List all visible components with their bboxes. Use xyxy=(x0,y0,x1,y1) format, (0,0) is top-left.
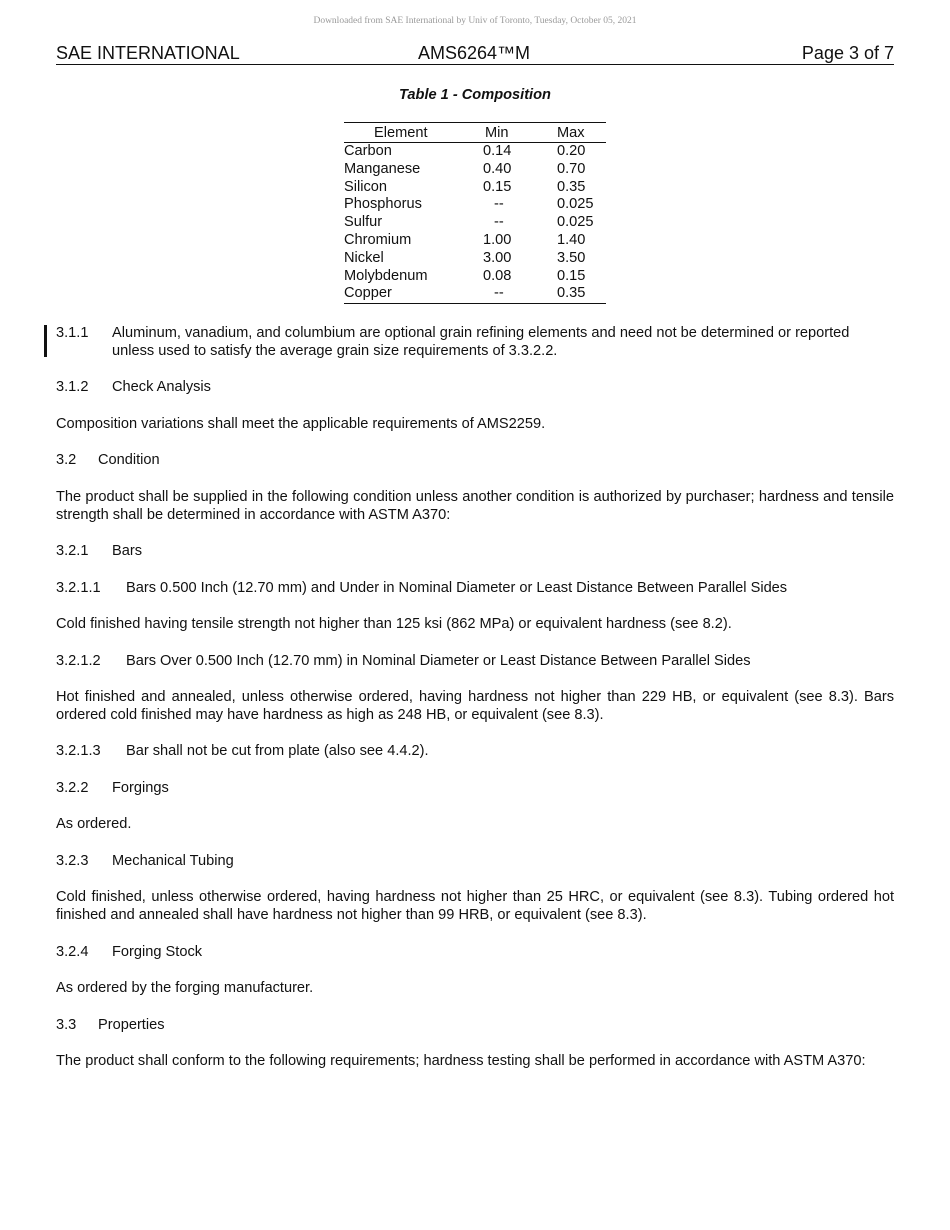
revision-change-bar xyxy=(44,325,47,357)
section-title: Bar shall not be cut from plate (also see 4.4.2). xyxy=(126,743,429,759)
table-row xyxy=(344,143,606,161)
section-text: Aluminum, vanadium, and columbium are optional grain refining elements and need not be determined or reported unless used to satisfy the average grain size requirements of 3.3.2.2. xyxy=(112,325,850,359)
table-row xyxy=(344,196,606,214)
section-title: Bars Over 0.500 Inch (12.70 mm) in Nominal Diameter or Least Distance Between Parallel Sides xyxy=(126,653,751,669)
section-number: 3.2.1.2 xyxy=(56,653,101,669)
paragraph-3-1-2: Composition variations shall meet the applicable requirements of AMS2259. xyxy=(56,416,546,432)
section-title: Mechanical Tubing xyxy=(112,853,234,869)
section-title: Bars 0.500 Inch (12.70 mm) and Under in Nominal Diameter or Least Distance Between Parallel Sides xyxy=(126,580,788,596)
page-header xyxy=(56,43,894,65)
cell-max: 3.50 xyxy=(557,249,586,266)
cell-element: Molybdenum xyxy=(344,267,428,284)
section-title: Forgings xyxy=(112,780,169,796)
paragraph-3-2-4: As ordered by the forging manufacturer. xyxy=(56,980,314,996)
cell-min: 1.00 xyxy=(483,231,512,248)
cell-element: Carbon xyxy=(344,143,392,159)
cell-min: 0.08 xyxy=(483,267,512,284)
paragraph-3-2-2: As ordered. xyxy=(56,816,132,832)
table-row xyxy=(344,285,606,303)
header-org: SAE INTERNATIONAL xyxy=(56,43,240,63)
table-row xyxy=(344,250,606,268)
cell-max: 0.70 xyxy=(557,160,586,177)
section-number: 3.2.1.1 xyxy=(56,580,101,596)
column-header-min: Min xyxy=(485,125,509,141)
paragraph-3-3: The product shall conform to the following requirements; hardness testing shall be performed in accordance with ASTM A370: xyxy=(56,1053,866,1069)
cell-max: 0.35 xyxy=(557,285,586,302)
cell-max: 0.35 xyxy=(557,178,586,195)
section-3-1-1 xyxy=(56,324,894,360)
column-header-element: Element xyxy=(374,125,428,141)
section-number: 3.2 xyxy=(56,452,77,468)
cell-min: 0.14 xyxy=(483,143,512,159)
cell-element: Chromium xyxy=(344,231,412,248)
table-row xyxy=(344,161,606,179)
cell-min: -- xyxy=(494,214,504,231)
cell-element: Sulfur xyxy=(344,214,383,231)
table-header-row xyxy=(344,123,606,143)
paragraph-3-2-1-1: Cold finished having tensile strength not higher than 125 ksi (862 MPa) or equivalent hardness (see 8.2). xyxy=(56,616,732,632)
section-number: 3.2.1 xyxy=(56,543,89,559)
table-row xyxy=(344,179,606,197)
table-caption: Table 1 - Composition xyxy=(399,87,551,103)
header-page-number: Page 3 of 7 xyxy=(801,43,894,63)
table-row xyxy=(344,268,606,286)
download-watermark: Downloaded from SAE International by Univ of Toronto, Tuesday, October 05, 2021 xyxy=(313,16,637,26)
section-number: 3.2.1.3 xyxy=(56,743,101,759)
cell-min: -- xyxy=(494,285,504,302)
section-number: 3.2.2 xyxy=(56,780,89,796)
section-title: Bars xyxy=(112,543,143,559)
cell-max: 0.025 xyxy=(557,214,594,231)
paragraph-3-2-1-2: Hot finished and annealed, unless otherwise ordered, having hardness not higher than 229 HB, or equivalent (see 8.3). Bars ordered cold finished may have hardness as high as 248 HB, or equivalent (see 8.3). xyxy=(56,689,894,723)
section-number: 3.3 xyxy=(56,1017,77,1033)
cell-min: 3.00 xyxy=(483,249,512,266)
paragraph-3-2: The product shall be supplied in the following condition unless another condition is authorized by purchaser; hardness and tensile strength shall be determined in accordance with ASTM A370: xyxy=(56,489,894,523)
cell-min: 0.40 xyxy=(483,160,512,177)
cell-element: Silicon xyxy=(344,178,387,195)
section-number: 3.1.1 xyxy=(56,325,89,341)
cell-element: Phosphorus xyxy=(344,196,422,213)
section-number: 3.2.4 xyxy=(56,944,89,960)
section-title: Condition xyxy=(98,452,160,468)
section-number: 3.1.2 xyxy=(56,379,89,395)
table-row xyxy=(344,214,606,232)
header-doc-number: AMS6264™M xyxy=(418,43,531,63)
table-row xyxy=(344,232,606,250)
section-number: 3.2.3 xyxy=(56,853,89,869)
cell-max: 1.40 xyxy=(557,231,586,248)
composition-table xyxy=(344,122,606,304)
section-title: Check Analysis xyxy=(112,379,211,395)
cell-max: 0.025 xyxy=(557,196,594,213)
section-title: Properties xyxy=(98,1017,165,1033)
cell-max: 0.20 xyxy=(557,143,586,159)
paragraph-3-2-3: Cold finished, unless otherwise ordered, having hardness not higher than 25 HRC, or equivalent (see 8.3). Tubing ordered hot finished and annealed shall have hardness not higher than 99 HRB, or equivalent (see 8.3). xyxy=(56,889,894,923)
cell-max: 0.15 xyxy=(557,267,586,284)
cell-element: Copper xyxy=(344,285,392,302)
cell-min: -- xyxy=(494,196,504,213)
column-header-max: Max xyxy=(557,125,585,141)
section-title: Forging Stock xyxy=(112,944,203,960)
cell-min: 0.15 xyxy=(483,178,512,195)
cell-element: Manganese xyxy=(344,160,421,177)
cell-element: Nickel xyxy=(344,249,384,266)
